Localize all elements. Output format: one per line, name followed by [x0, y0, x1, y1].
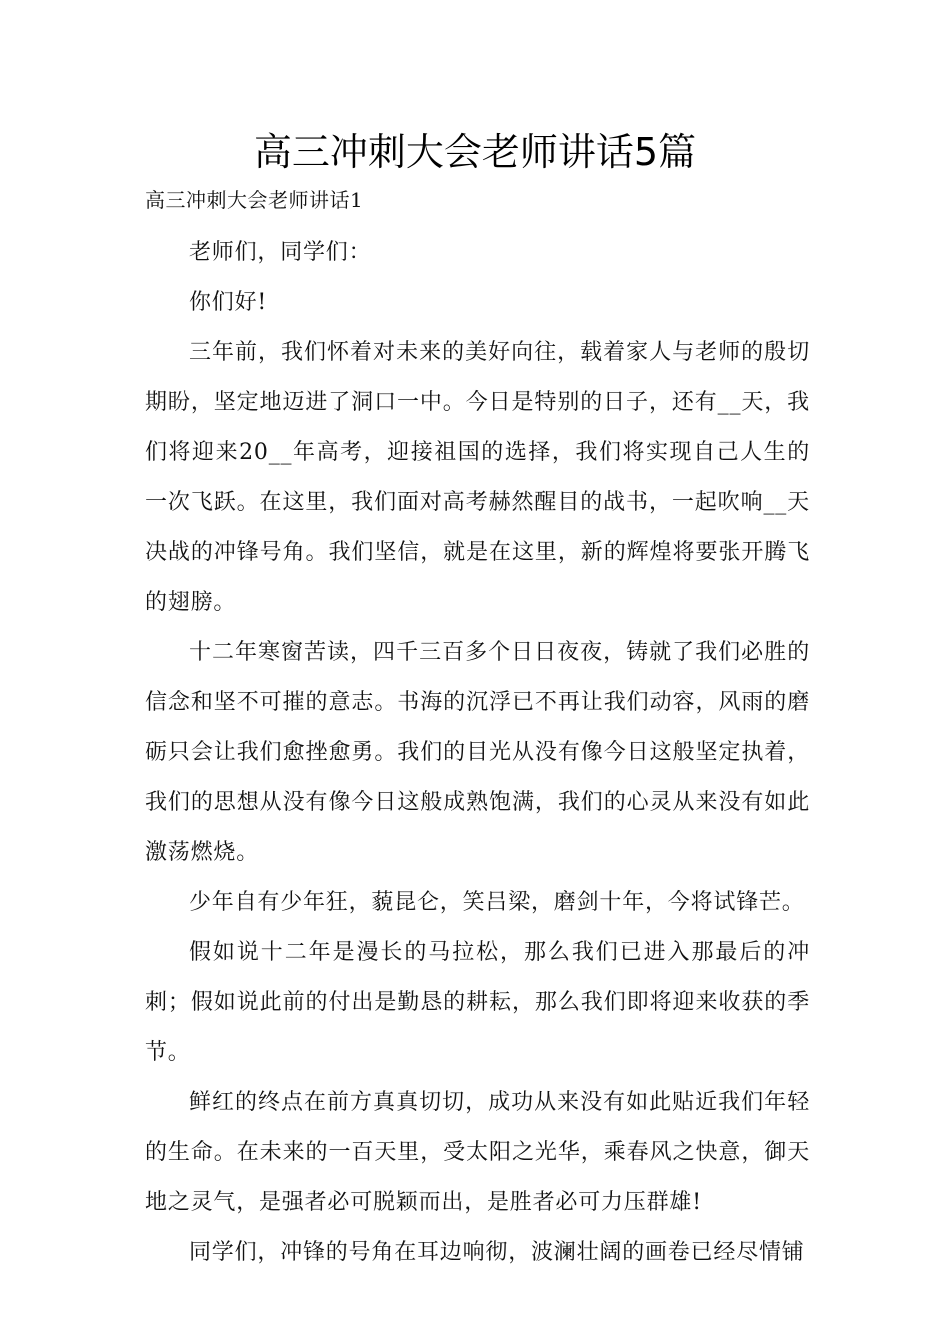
paragraph-1: 三年前，我们怀着对未来的美好向往，载着家人与老师的殷切期盼，坚定地迈进了洞口一中。今日是特别的日子，还有__天，我们将迎来20__年高考，迎接祖国的选择，我们将实现自己人生的一次飞跃。在这里，我们面对高考赫然醒目的战书，一起吹响__天决战的冲锋号角。我们坚信，就是在这里，新的辉煌将要张开腾飞的翅膀。 [145, 340, 810, 615]
paragraph-4: 假如说十二年是漫长的马拉松，那么我们已进入那最后的冲刺；假如说此前的付出是勤恳的耕耘，那么我们即将迎来收获的季节。 [145, 940, 810, 1065]
paragraph-3: 少年自有少年狂，藐昆仑，笑吕梁，磨剑十年，今将试锋芒。 [189, 890, 805, 915]
document-body [145, 178, 810, 1278]
section-heading: 高三冲刺大会老师讲话1 [145, 188, 364, 212]
paragraph-6: 同学们，冲锋的号角在耳边响彻，波澜壮阔的画卷已经尽情铺 [189, 1240, 805, 1265]
paragraph-hello: 你们好! [189, 290, 268, 315]
paragraph-5: 鲜红的终点在前方真真切切，成功从来没有如此贴近我们年轻的生命。在未来的一百天里，受太阳之光华，乘春风之快意，御天地之灵气，是强者必可脱颖而出，是胜者必可力压群雄! [145, 1090, 810, 1215]
paragraph-greeting: 老师们，同学们： [189, 240, 372, 265]
document-title: 高三冲刺大会老师讲话5篇 [253, 130, 697, 174]
paragraph-2: 十二年寒窗苦读，四千三百多个日日夜夜，铸就了我们必胜的信念和坚不可摧的意志。书海的沉浮已不再让我们动容，风雨的磨砺只会让我们愈挫愈勇。我们的目光从没有像今日这般坚定执着，我们的思想从没有像今日这般成熟饱满，我们的心灵从来没有如此激荡燃烧。 [145, 640, 810, 865]
